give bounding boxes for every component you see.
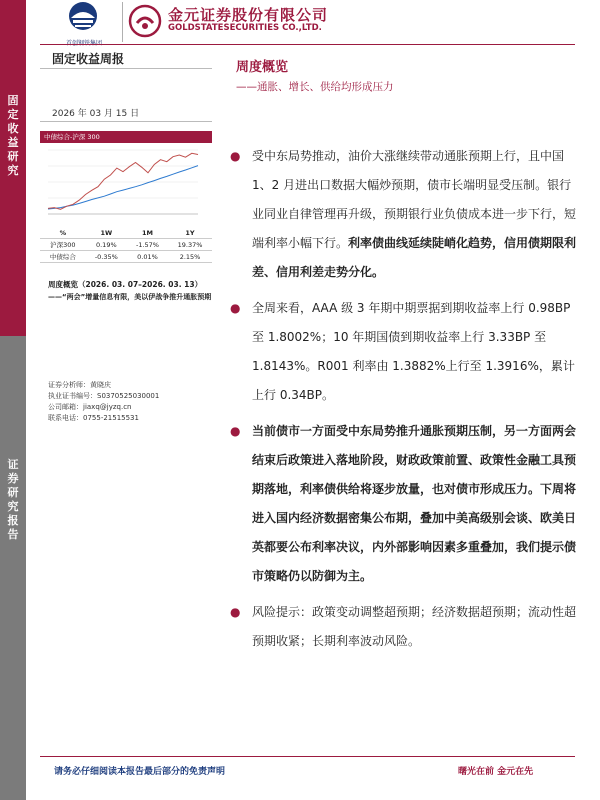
table-row — [40, 251, 212, 263]
bullet-dot-icon: ● — [230, 149, 241, 163]
analyst-email: 公司邮箱：jiaxq@jyzq.cn — [48, 403, 132, 411]
shougang-logo-icon — [56, 0, 110, 36]
table-cell: 中债综合 — [40, 251, 86, 263]
table-cell: 沪深300 — [40, 239, 86, 251]
table-cell: -0.35% — [86, 251, 127, 263]
bullet-text: 风险提示：政策变动调整超预期；经济数据超预期；流动性超预期收紧；长期利率波动风险。 — [252, 605, 577, 648]
header-separator — [122, 2, 123, 42]
analyst-phone: 联系电话：0755-21515531 — [48, 414, 139, 422]
footer-rule — [40, 756, 575, 757]
left-divider-1 — [40, 68, 212, 69]
logo1-caption — [46, 38, 122, 47]
list-item — [228, 294, 580, 410]
performance-table — [40, 227, 212, 263]
summary-title: 周度概览（2026. 03. 07–2026. 03. 13） — [48, 280, 203, 289]
list-item — [228, 142, 580, 287]
bullet-list — [228, 142, 580, 663]
table-header-cell: % — [40, 227, 86, 239]
brand-name-en: GOLDSTATESECURITIES CO.,LTD. — [168, 23, 322, 33]
summary-text: ——“两会”增量信息有限，美以伊战争推升通胀预期 — [48, 293, 212, 301]
table-cell: 19.37% — [168, 239, 212, 251]
table-cell: -1.57% — [127, 239, 168, 251]
chart-series-line-2 — [48, 153, 198, 209]
bullet-dot-icon: ● — [230, 605, 241, 619]
table-header-cell: 1W — [86, 227, 127, 239]
list-item — [228, 598, 580, 656]
analyst-info — [48, 380, 218, 424]
sidebar-label-report: 证券研究报告 — [7, 458, 19, 541]
header-rule — [40, 44, 575, 45]
goldstate-logo-icon — [128, 4, 162, 38]
bullet-text-bold: 利率债曲线延续陡峭化趋势，信用债期限利差、信用利差走势分化。 — [252, 236, 577, 279]
analyst-name: 证券分析师：黄晓庆 — [48, 381, 111, 389]
brand-name-cn: 金元证券股份有限公司 — [168, 6, 329, 24]
list-item — [228, 417, 580, 591]
bullet-text: 当前债市一方面受中东局势推升通胀预期压制，另一方面两会结束后政策进入落地阶段，财政政策前置、政策性金融工具预期落地，利率债供给将逐步放量，也对债市形成压力。下周将进入国内经济数据密集公布期，叠加中美高级别会谈、欧美日英都要公布利率决议，内外部影响因素多重叠加，我们提示债市策略仍以防御为主。 — [252, 424, 577, 583]
footer-slogan: 曙光在前 金元在先 — [458, 767, 534, 777]
table-cell: 0.19% — [86, 239, 127, 251]
bullet-dot-icon: ● — [230, 424, 241, 438]
index-line-chart — [40, 144, 212, 224]
table-header-row — [40, 227, 212, 239]
sidebar-band-bottom — [0, 336, 26, 800]
document-date: 2026 年 03 月 15 日 — [52, 109, 140, 119]
document-type: 固定收益周报 — [52, 52, 125, 66]
bullet-text: 全周来看，AAA 级 3 年期中期票据到期收益率上行 0.98BP 至 1.8002%；10 年期国债到期收益率上行 3.33BP 至 1.8143%。R001 利率由 1.3882%上行至 1.3916%，累计上行 0.34BP。 — [252, 301, 575, 402]
analyst-license: 执业证书编号：S0370525030001 — [48, 392, 160, 400]
section-title: 周度概览 — [236, 60, 289, 75]
chart-title: 中债综合-沪深 300 — [40, 131, 212, 143]
disclaimer-notice: 请务必仔细阅读本报告最后部分的免责声明 — [54, 767, 226, 777]
table-row — [40, 239, 212, 251]
table-cell: 2.15% — [168, 251, 212, 263]
bullet-dot-icon: ● — [230, 301, 241, 315]
sidebar-label-fixed-income: 固定收益研究 — [7, 94, 19, 177]
section-subtitle: ——通胀、增长、供给均形成压力 — [236, 81, 394, 93]
bullet-text: 受中东局势推动，油价大涨继续带动通胀预期上行，且中国 1、2 月进出口数据大幅炒预期，债市长端明显受压制。银行业同业自律管理再升级，预期银行业负债成本进一步下行，短端利率小幅下行。 — [252, 149, 577, 250]
left-divider-2 — [40, 121, 212, 122]
table-cell: 0.01% — [127, 251, 168, 263]
table-header-cell: 1Y — [168, 227, 212, 239]
table-header-cell: 1M — [127, 227, 168, 239]
